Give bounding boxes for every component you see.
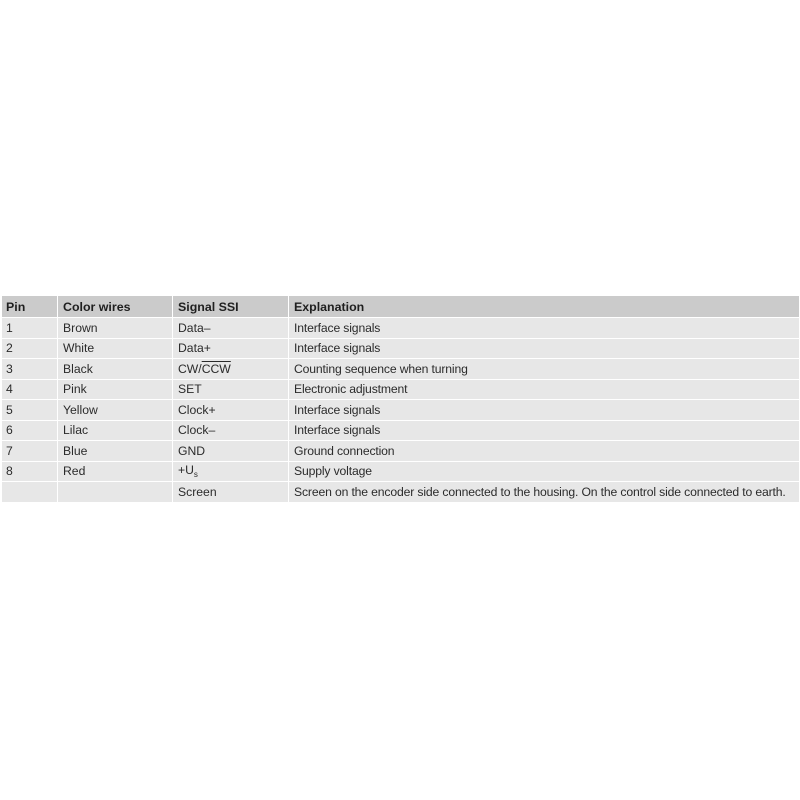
header-color-wires: Color wires (58, 296, 173, 318)
signal-text: CW/ (178, 361, 202, 376)
explanation-cell: Counting sequence when turning (289, 359, 799, 380)
pin-cell: 8 (2, 462, 58, 483)
signal-cell: GND (173, 441, 289, 462)
pin-assignment-table (2, 296, 799, 503)
pin-cell: 6 (2, 421, 58, 442)
signal-cell: Screen (173, 482, 289, 503)
pin-cell: 2 (2, 339, 58, 360)
table-row (2, 380, 799, 401)
color-cell: Brown (58, 318, 173, 339)
explanation-cell: Screen on the encoder side connected to the housing. On the control side connected to earth. (289, 482, 799, 503)
color-cell: Blue (58, 441, 173, 462)
signal-cell: Clock+ (173, 400, 289, 421)
table-row (2, 441, 799, 462)
explanation-cell: Electronic adjustment (289, 380, 799, 401)
color-cell: Pink (58, 380, 173, 401)
table-row (2, 339, 799, 360)
table-row (2, 462, 799, 483)
signal-cell: SET (173, 380, 289, 401)
explanation-cell: Interface signals (289, 339, 799, 360)
pin-cell: 5 (2, 400, 58, 421)
signal-cell (173, 462, 289, 483)
explanation-cell: Interface signals (289, 318, 799, 339)
signal-cell (173, 359, 289, 380)
signal-cell: Data+ (173, 339, 289, 360)
pin-cell: 1 (2, 318, 58, 339)
pin-cell: 3 (2, 359, 58, 380)
signal-text: +U (178, 463, 194, 478)
color-cell: Lilac (58, 421, 173, 442)
explanation-cell: Supply voltage (289, 462, 799, 483)
header-pin: Pin (2, 296, 58, 318)
signal-cell: Clock– (173, 421, 289, 442)
pin-cell: 7 (2, 441, 58, 462)
header-signal-ssi: Signal SSI (173, 296, 289, 318)
color-cell: White (58, 339, 173, 360)
table-row (2, 421, 799, 442)
color-cell: Red (58, 462, 173, 483)
color-cell: Black (58, 359, 173, 380)
table-row (2, 400, 799, 421)
explanation-cell: Ground connection (289, 441, 799, 462)
pin-cell (2, 482, 58, 503)
table-header (2, 296, 799, 318)
table-row (2, 318, 799, 339)
color-cell (58, 482, 173, 503)
explanation-cell: Interface signals (289, 400, 799, 421)
signal-overline-text: $\overline{CCW}$ (201, 361, 231, 376)
signal-cell: Data– (173, 318, 289, 339)
table-row (2, 482, 799, 503)
color-cell: Yellow (58, 400, 173, 421)
pin-cell: 4 (2, 380, 58, 401)
table-body (2, 318, 799, 503)
table-row (2, 359, 799, 380)
explanation-cell: Interface signals (289, 421, 799, 442)
header-explanation: Explanation (289, 296, 799, 318)
signal-subscript: s (193, 470, 198, 480)
header-row (2, 296, 799, 318)
